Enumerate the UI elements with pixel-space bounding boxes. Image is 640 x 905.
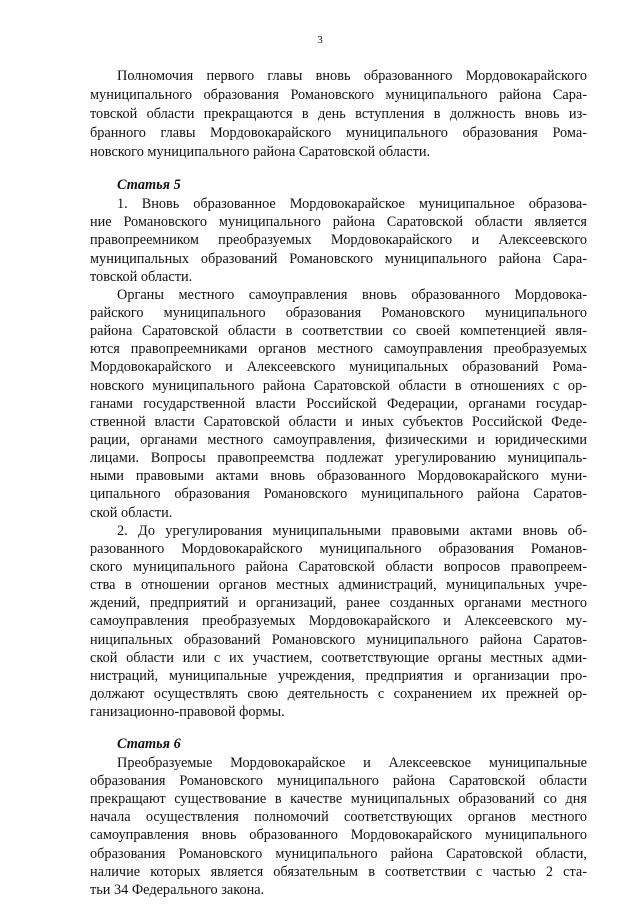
article-6-heading: Статья 6 — [117, 735, 181, 752]
text-line: новского муниципального района Саратовской области в отношениях с ор- — [90, 377, 587, 394]
text-line: района Саратовской области в соответствии со своей компетенцией явля- — [90, 323, 587, 340]
text-line: нистраций, муниципальные учреждения, предприятия и организации про- — [90, 667, 587, 684]
text-line: ганизационно-правовой формы. — [90, 704, 285, 721]
text-line: самоуправления преобразуемых Мордовокарайского и Алексеевского му- — [90, 613, 587, 630]
text-line: ской области. — [90, 504, 173, 521]
text-line: ются правопреемниками органов местного самоуправления преобразуемых — [90, 341, 587, 358]
article-5-heading: Статья 5 — [117, 177, 181, 193]
text-line: муниципальных образований Романовского муниципального района Сара- — [90, 250, 587, 267]
text-line: ства в отношении органов местных администраций, муниципальных учре- — [90, 577, 587, 594]
text-line: образования Романовского муниципального района Саратовской области, — [90, 845, 587, 862]
text-line: Органы местного самоуправления вновь образованного Мордовока- — [117, 286, 587, 303]
text-line: ципального образования Романовского муниципального района Саратов- — [90, 486, 587, 503]
text-line: лицами. Вопросы правопреемства подлежат урегулированию муниципаль- — [90, 450, 587, 467]
text-line: ными правовыми актами вновь образованного Мордовокарайского муни- — [90, 468, 587, 485]
text-line: райского муниципального образования Романовского муниципального — [90, 304, 587, 321]
text-line: ганами государственной власти Российской Федерации, органами государ- — [90, 395, 587, 412]
text-line: правопреемником преобразуемых Мордовокарайского и Алексеевского — [90, 232, 587, 249]
text-line: самоуправления вновь образованного Мордовокарайского муниципального — [90, 827, 587, 844]
text-line: Преобразуемые Мордовокарайское и Алексеевское муниципальные — [117, 754, 587, 771]
text-line: Полномочия первого главы вновь образованного Мордовокарайского — [117, 68, 587, 84]
text-line: ние Романовского муниципального района Саратовской области является — [90, 214, 587, 231]
text-line: ниципальных образований Романовского муниципального района Саратов- — [90, 631, 587, 648]
text-line: ждений, предприятий и организаций, ранее созданных органами местного — [90, 595, 587, 612]
text-line: прекращают существование в качестве муниципальных образований со дня — [90, 791, 587, 808]
page-number: 3 — [317, 34, 323, 46]
text-line: 1. Вновь образованное Мордовокарайское муниципальное образова- — [117, 196, 587, 213]
text-line: тьи 34 Федерального закона. — [90, 881, 265, 898]
text-line: товской области прекращаются в день вступления в должность вновь из- — [90, 106, 587, 122]
text-line: 2. До урегулирования муниципальными правовыми актами вновь об- — [117, 522, 587, 539]
text-line: ского муниципального района Саратовской области вопросов правопреем- — [90, 559, 587, 576]
text-line: Мордовокарайского и Алексеевского муниципальных образований Рома- — [90, 359, 587, 376]
text-line: новского муниципального района Саратовской области. — [90, 144, 431, 160]
text-line: ственной власти Саратовской области и иных субъектов Российской Феде- — [90, 413, 587, 430]
text-line: ской области или с их участием, соответствующие органы местных адми- — [90, 649, 587, 666]
text-line: бранного главы Мордовокарайского муниципального образования Рома- — [90, 125, 587, 141]
text-line: начала осуществления полномочий соответствующих органов местного — [90, 809, 587, 826]
text-line: рации, органами местного самоуправления, физическими и юридическими — [90, 432, 587, 448]
text-line: образования Романовского муниципального района Саратовской области — [90, 772, 587, 789]
text-line: товской области. — [90, 268, 193, 285]
text-line: должают осуществлять свою деятельность с сохранением их прежней ор- — [90, 686, 587, 703]
text-line: муниципального образования Романовского муниципального района Сара- — [90, 87, 587, 103]
text-line: разованного Мордовокарайского муниципального образования Романов- — [90, 540, 587, 557]
text-line: наличие которых является обязательным в соответствии с частью 2 ста- — [90, 863, 587, 880]
